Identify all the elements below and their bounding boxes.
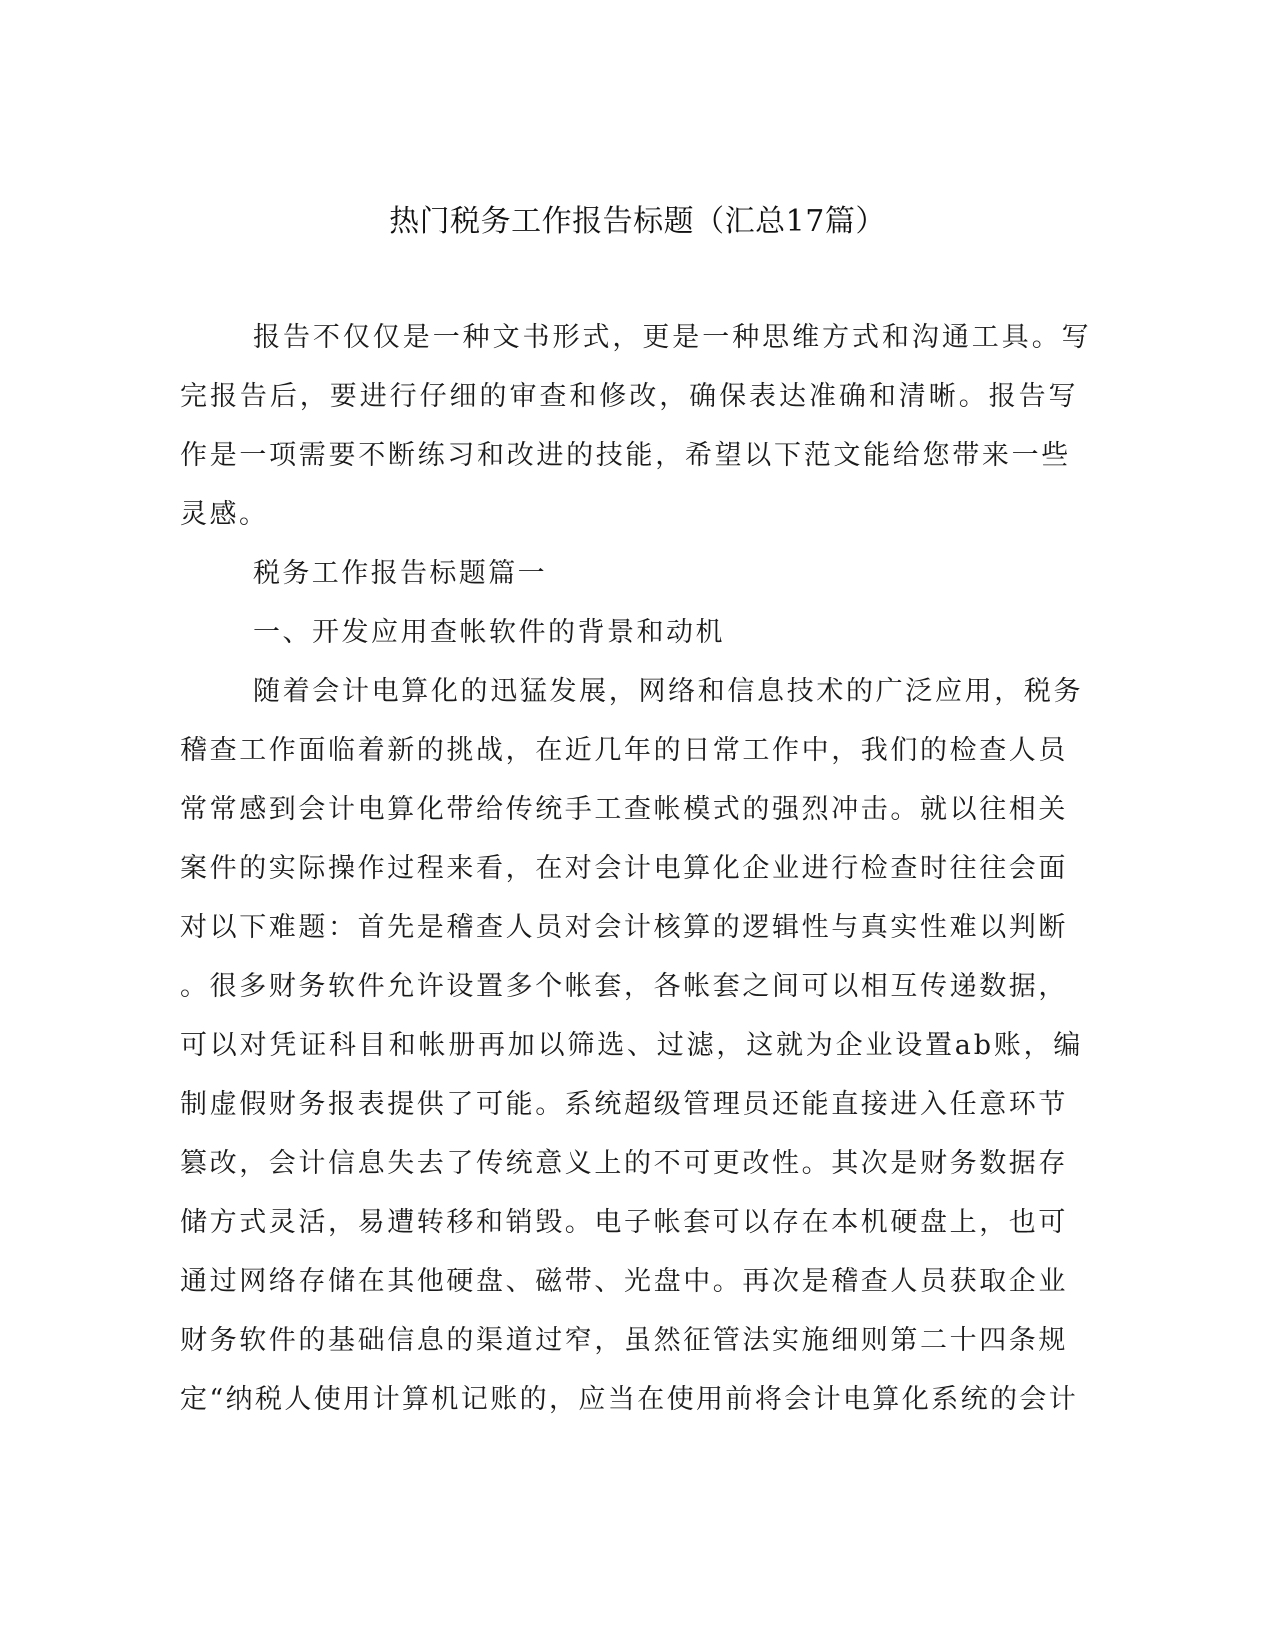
paragraph-line: 常常感到会计电算化带给传统手工查帐模式的强烈冲击。就以往相关 bbox=[180, 794, 1068, 825]
paragraph-line: 制虚假财务报表提供了可能。系统超级管理员还能直接进入任意环节 bbox=[180, 1089, 1068, 1120]
paragraph-line: 可以对凭证科目和帐册再加以筛选、过滤，这就为企业设置ab账，编 bbox=[180, 1030, 1084, 1061]
paragraph-line: 定“纳税人使用计算机记账的，应当在使用前将会计电算化系统的会计 bbox=[180, 1384, 1079, 1415]
paragraph-line: 完报告后，要进行仔细的审查和修改，确保表达准确和清晰。报告写 bbox=[180, 381, 1079, 412]
paragraph-line: 通过网络存储在其他硬盘、磁带、光盘中。再次是稽查人员获取企业 bbox=[180, 1266, 1068, 1297]
paragraph-line: 财务软件的基础信息的渠道过窄，虽然征管法实施细则第二十四条规 bbox=[180, 1325, 1068, 1356]
paragraph-line: 案件的实际操作过程来看，在对会计电算化企业进行检查时往往会面 bbox=[180, 853, 1068, 884]
document-title: 热门税务工作报告标题（汇总17篇） bbox=[389, 204, 886, 239]
paragraph-line: 。很多财务软件允许设置多个帐套，各帐套之间可以相互传递数据， bbox=[180, 971, 1068, 1002]
section-heading: 税务工作报告标题篇一 bbox=[253, 558, 547, 589]
paragraph-line: 作是一项需要不断练习和改进的技能，希望以下范文能给您带来一些 bbox=[180, 440, 1071, 471]
paragraph-line: 稽查工作面临着新的挑战，在近几年的日常工作中，我们的检查人员 bbox=[180, 735, 1068, 766]
paragraph-line: 对以下难题：首先是稽查人员对会计核算的逻辑性与真实性难以判断 bbox=[180, 912, 1068, 943]
paragraph-line: 篡改，会计信息失去了传统意义上的不可更改性。其次是财务数据存 bbox=[180, 1148, 1068, 1179]
paragraph-line: 随着会计电算化的迅猛发展，网络和信息技术的广泛应用，税务 bbox=[253, 676, 1084, 707]
paragraph-line: 报告不仅仅是一种文书形式，更是一种思维方式和沟通工具。写 bbox=[253, 322, 1092, 353]
paragraph-line: 灵感。 bbox=[180, 499, 269, 530]
subsection-heading: 一、开发应用查帐软件的背景和动机 bbox=[253, 617, 725, 648]
paragraph-line: 储方式灵活，易遭转移和销毁。电子帐套可以存在本机硬盘上，也可 bbox=[180, 1207, 1068, 1238]
